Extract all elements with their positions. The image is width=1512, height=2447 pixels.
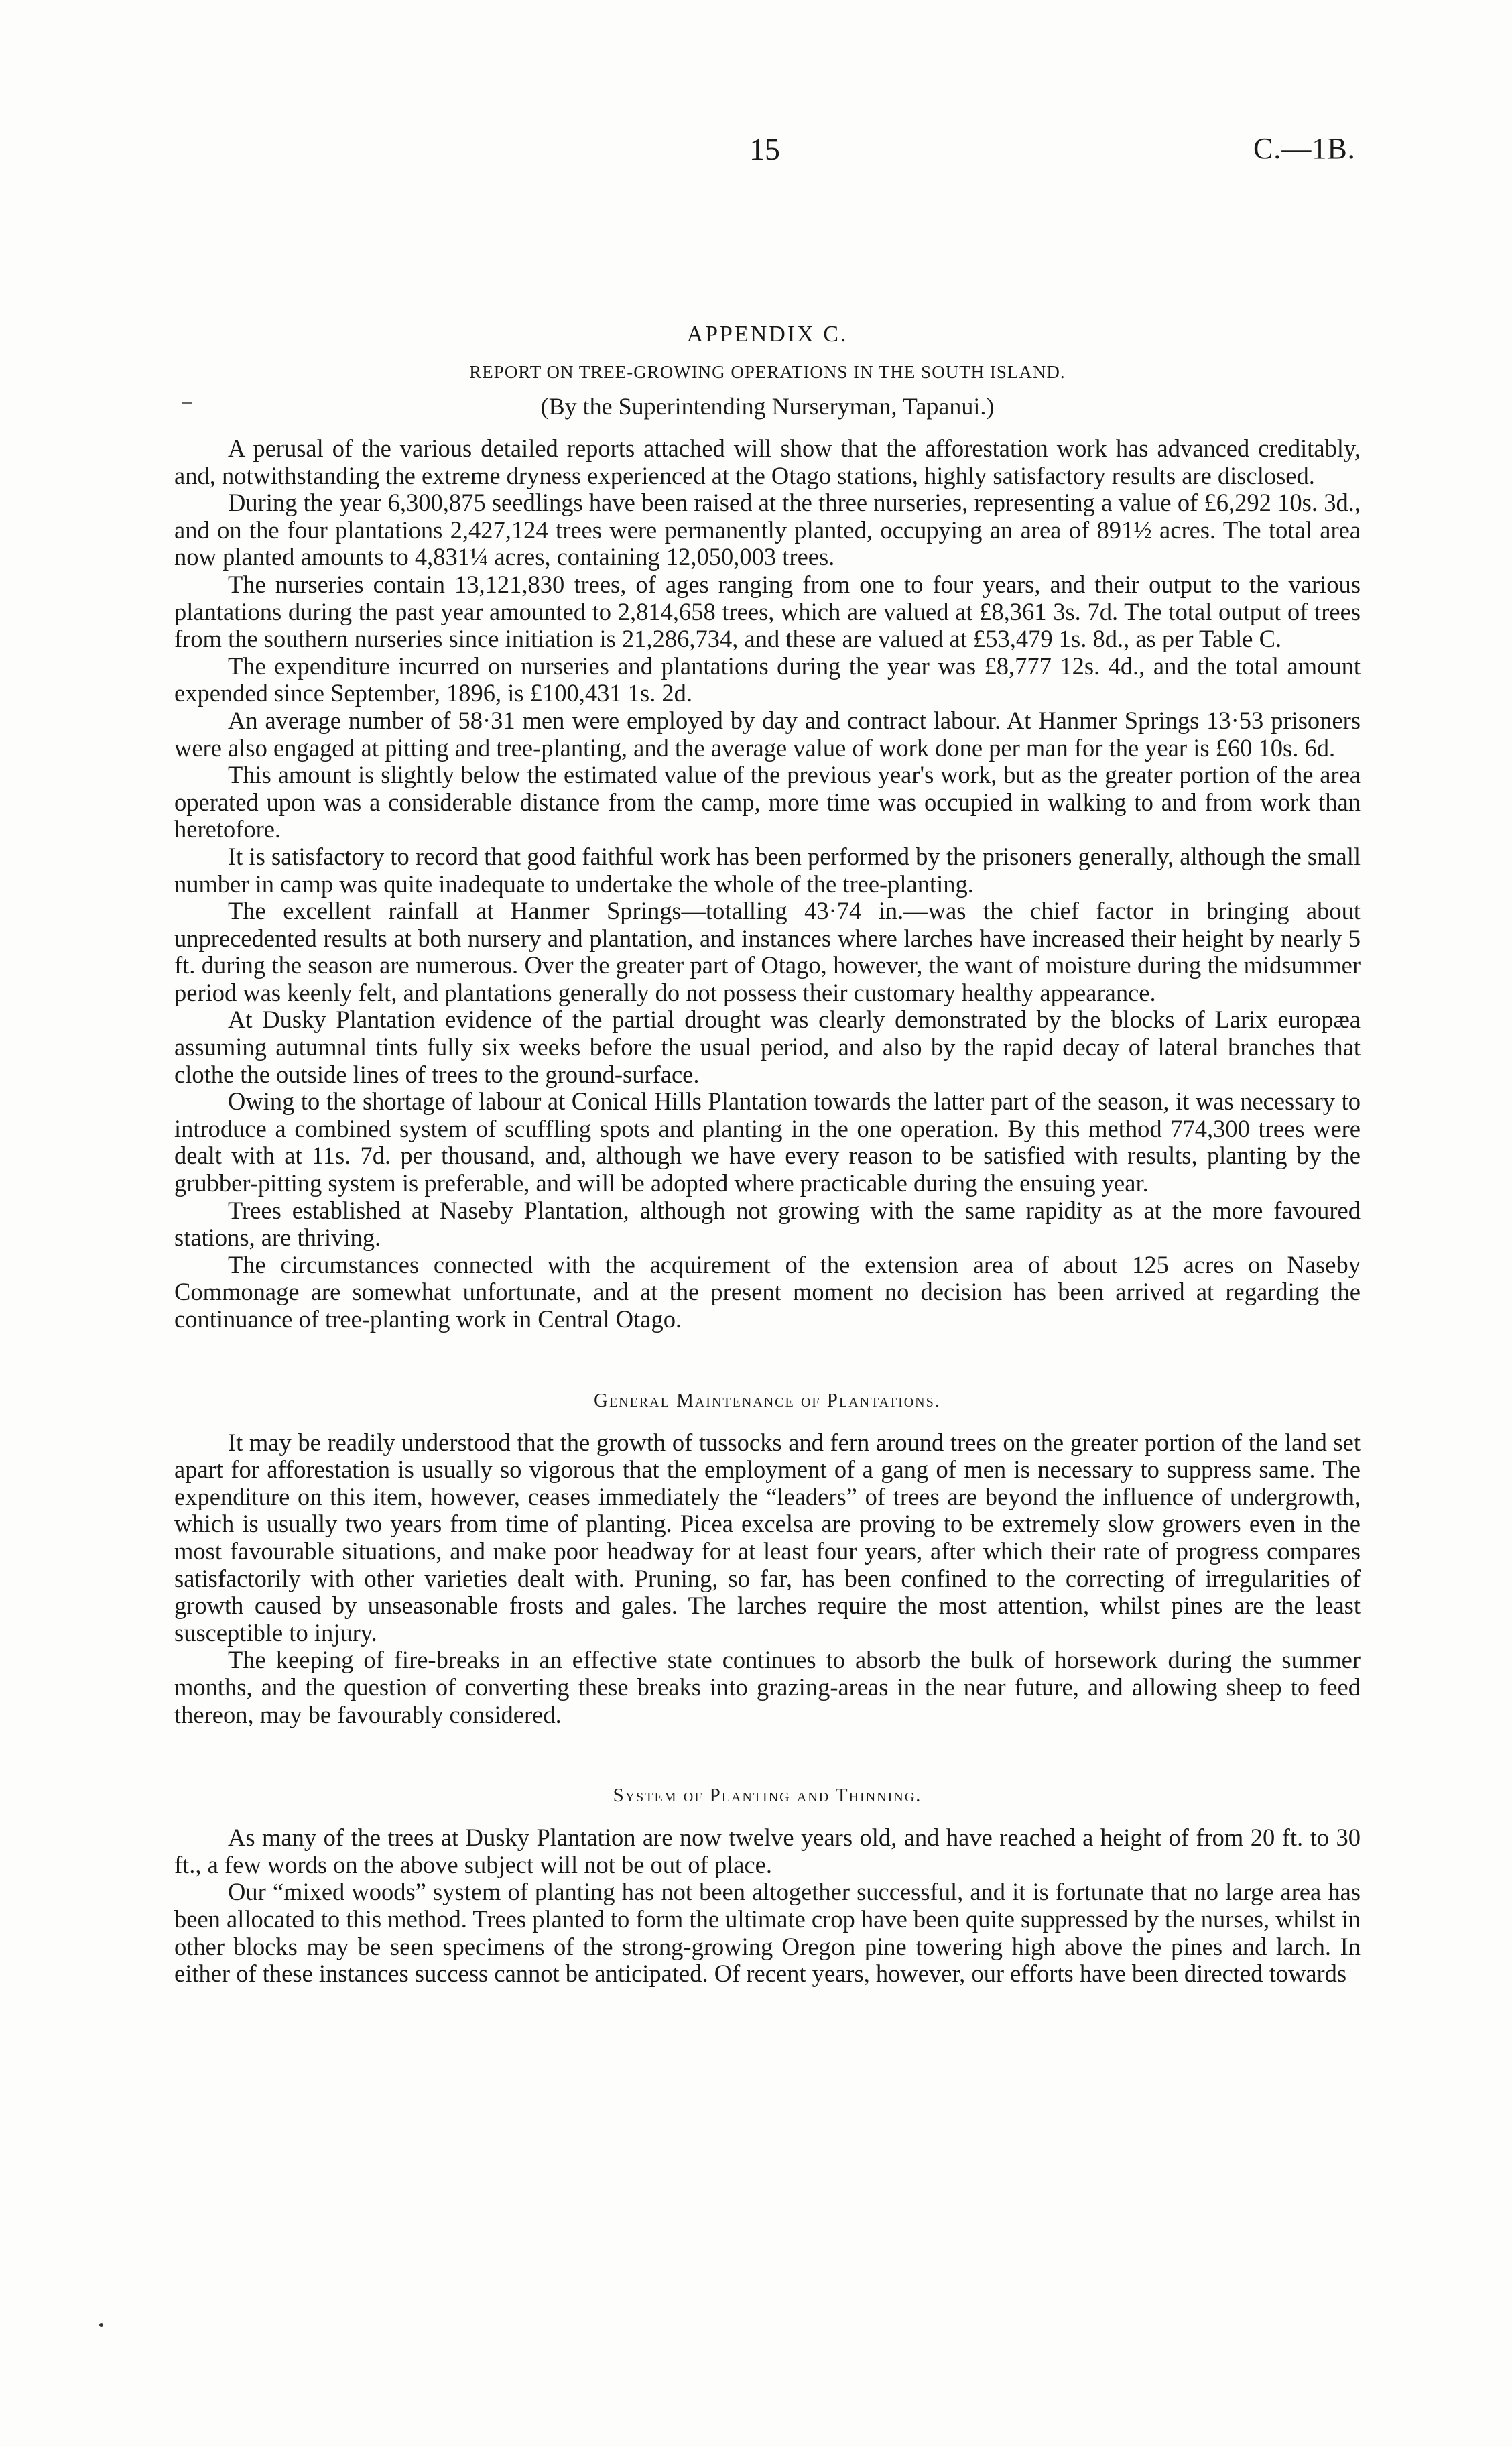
- report-byline: (By the Superintending Nurseryman, Tapanui.): [540, 393, 995, 420]
- document-code: C.—1B.: [1253, 132, 1356, 165]
- paragraph: Our “mixed woods” system of planting has not been altogether successful, and it is fortunate that no large area has been allocated to this method. Trees planted to form the ultimate crop have been quite suppressed by the nurses, whilst in other blocks may be seen specimens of the strong-growing Oregon pine towering high above the pines and larch. In either of these instances success cannot be anticipated. Of recent years, however, our efforts have been directed towards: [174, 1878, 1361, 1988]
- margin-dot: [99, 2323, 103, 2327]
- paragraph: A perusal of the various detailed reports attached will show that the afforestation work has advanced creditably, and, notwithstanding the extreme dryness experienced at the Otago stations, highly satisfactory results are disclosed.: [174, 434, 1361, 489]
- page-number: 15: [749, 132, 780, 166]
- paragraph: It may be readily understood that the growth of tussocks and fern around trees on the greater portion of the land set apart for afforestation is usually so vigorous that the employment of a gang of men is necessary to suppress same. The expenditure on this item, however, ceases immediately the “leaders” of trees are beyond the influence of undergrowth, which is usually two years from time of planting. Picea excelsa are proving to be extremely slow growers even in the most favourable situations, and make poor headway for at least four years, after which their rate of progress compares satisfactorily with other varieties dealt with. Pruning, so far, has been confined to the correcting of irregularities of growth caused by unseasonable frosts and gales. The larches require the most attention, whilst pines are the least susceptible to injury.: [174, 1428, 1361, 1647]
- paragraph: An average number of 58·31 men were employed by day and contract labour. At Hanmer Springs 13·53 prisoners were also engaged at pitting and tree-planting, and the average value of work done per man for the year is £60 10s. 6d.: [174, 706, 1361, 762]
- report-body: [174, 435, 1361, 1333]
- paragraph: It is satisfactory to record that good faithful work has been performed by the prisoners generally, although the small number in camp was quite inadequate to undertake the whole of the tree-planting.: [174, 842, 1361, 898]
- paragraph: At Dusky Plantation evidence of the partial drought was clearly demonstrated by the blocks of Larix europæa assuming autumnal tints fully six weeks before the usual period, and also by the rapid decay of lateral branches that clothe the outside lines of trees to the ground-surface.: [174, 1006, 1361, 1088]
- section-heading: General Maintenance of Plantations.: [594, 1389, 941, 1411]
- paragraph: Trees established at Naseby Plantation, although not growing with the same rapidity as at the more favoured stations, are thriving.: [174, 1196, 1361, 1252]
- paragraph: The excellent rainfall at Hanmer Springs—totalling 43·74 in.—was the chief factor in bringing about unprecedented results at both nursery and plantation, and instances where larches have increased their height by nearly 5 ft. during the season are numerous. Over the greater part of Otago, however, the want of moisture during the midsummer period was keenly felt, and plantations generally do not possess their customary healthy appearance.: [174, 897, 1361, 1006]
- appendix-title: APPENDIX C.: [686, 322, 848, 347]
- section-general-maintenance: [174, 1390, 1361, 1729]
- paragraph: As many of the trees at Dusky Plantation are now twelve years old, and have reached a height of from 20 ft. to 30 ft., a few words on the above subject will not be out of place.: [174, 1824, 1361, 1878]
- paragraph: The expenditure incurred on nurseries and plantations during the year was £8,777 12s. 4d., and the total amount expended since September, 1896, is £100,431 1s. 2d.: [174, 652, 1361, 707]
- section-planting-thinning: [174, 1785, 1361, 1988]
- paragraph: The circumstances connected with the acquirement of the extension area of about 125 acres on Naseby Commonage are somewhat unfortunate, and at the present moment no decision has been arrived at regarding the continuance of tree-planting work in Central Otago.: [174, 1250, 1361, 1333]
- paragraph: Owing to the shortage of labour at Conical Hills Plantation towards the latter part of the season, it was necessary to introduce a combined system of scuffling spots and planting in the one operation. By this method 774,300 trees were dealt with at 11s. 7d. per thousand, and, although we have every reason to be satisfied with results, planting by the grubber-pitting system is preferable, and will be adopted where practicable during the ensuing year.: [174, 1087, 1361, 1197]
- paragraph: The keeping of fire-breaks in an effective state continues to absorb the bulk of horsework during the summer months, and the question of converting these breaks into grazing-areas in the near future, and allowing sheep to feed thereon, may be favourably considered.: [174, 1646, 1361, 1728]
- document-body: [174, 322, 1361, 1988]
- report-title: REPORT ON TREE-GROWING OPERATIONS IN THE SOUTH ISLAND.: [469, 362, 1066, 382]
- section-heading: System of Planting and Thinning.: [613, 1785, 922, 1807]
- paragraph: The nurseries contain 13,121,830 trees, of ages ranging from one to four years, and their output to the various plantations during the past year amounted to 2,814,658 trees, which are valued at £8,361 3s. 7d. The total output of trees from the southern nurseries since initiation is 21,286,734, and these are valued at £53,479 1s. 8d., as per Table C.: [174, 570, 1361, 653]
- paragraph: This amount is slightly below the estimated value of the previous year's work, but as the greater portion of the area operated upon was a considerable distance from the camp, more time was occupied in walking to and from work than heretofore.: [174, 761, 1361, 843]
- paragraph: During the year 6,300,875 seedlings have been raised at the three nurseries, representing a value of £6,292 10s. 3d., and on the four plantations 2,427,124 trees were permanently planted, occupying an area of 891½ acres. The total area now planted amounts to 4,831¼ acres, containing 12,050,003 trees.: [174, 489, 1361, 571]
